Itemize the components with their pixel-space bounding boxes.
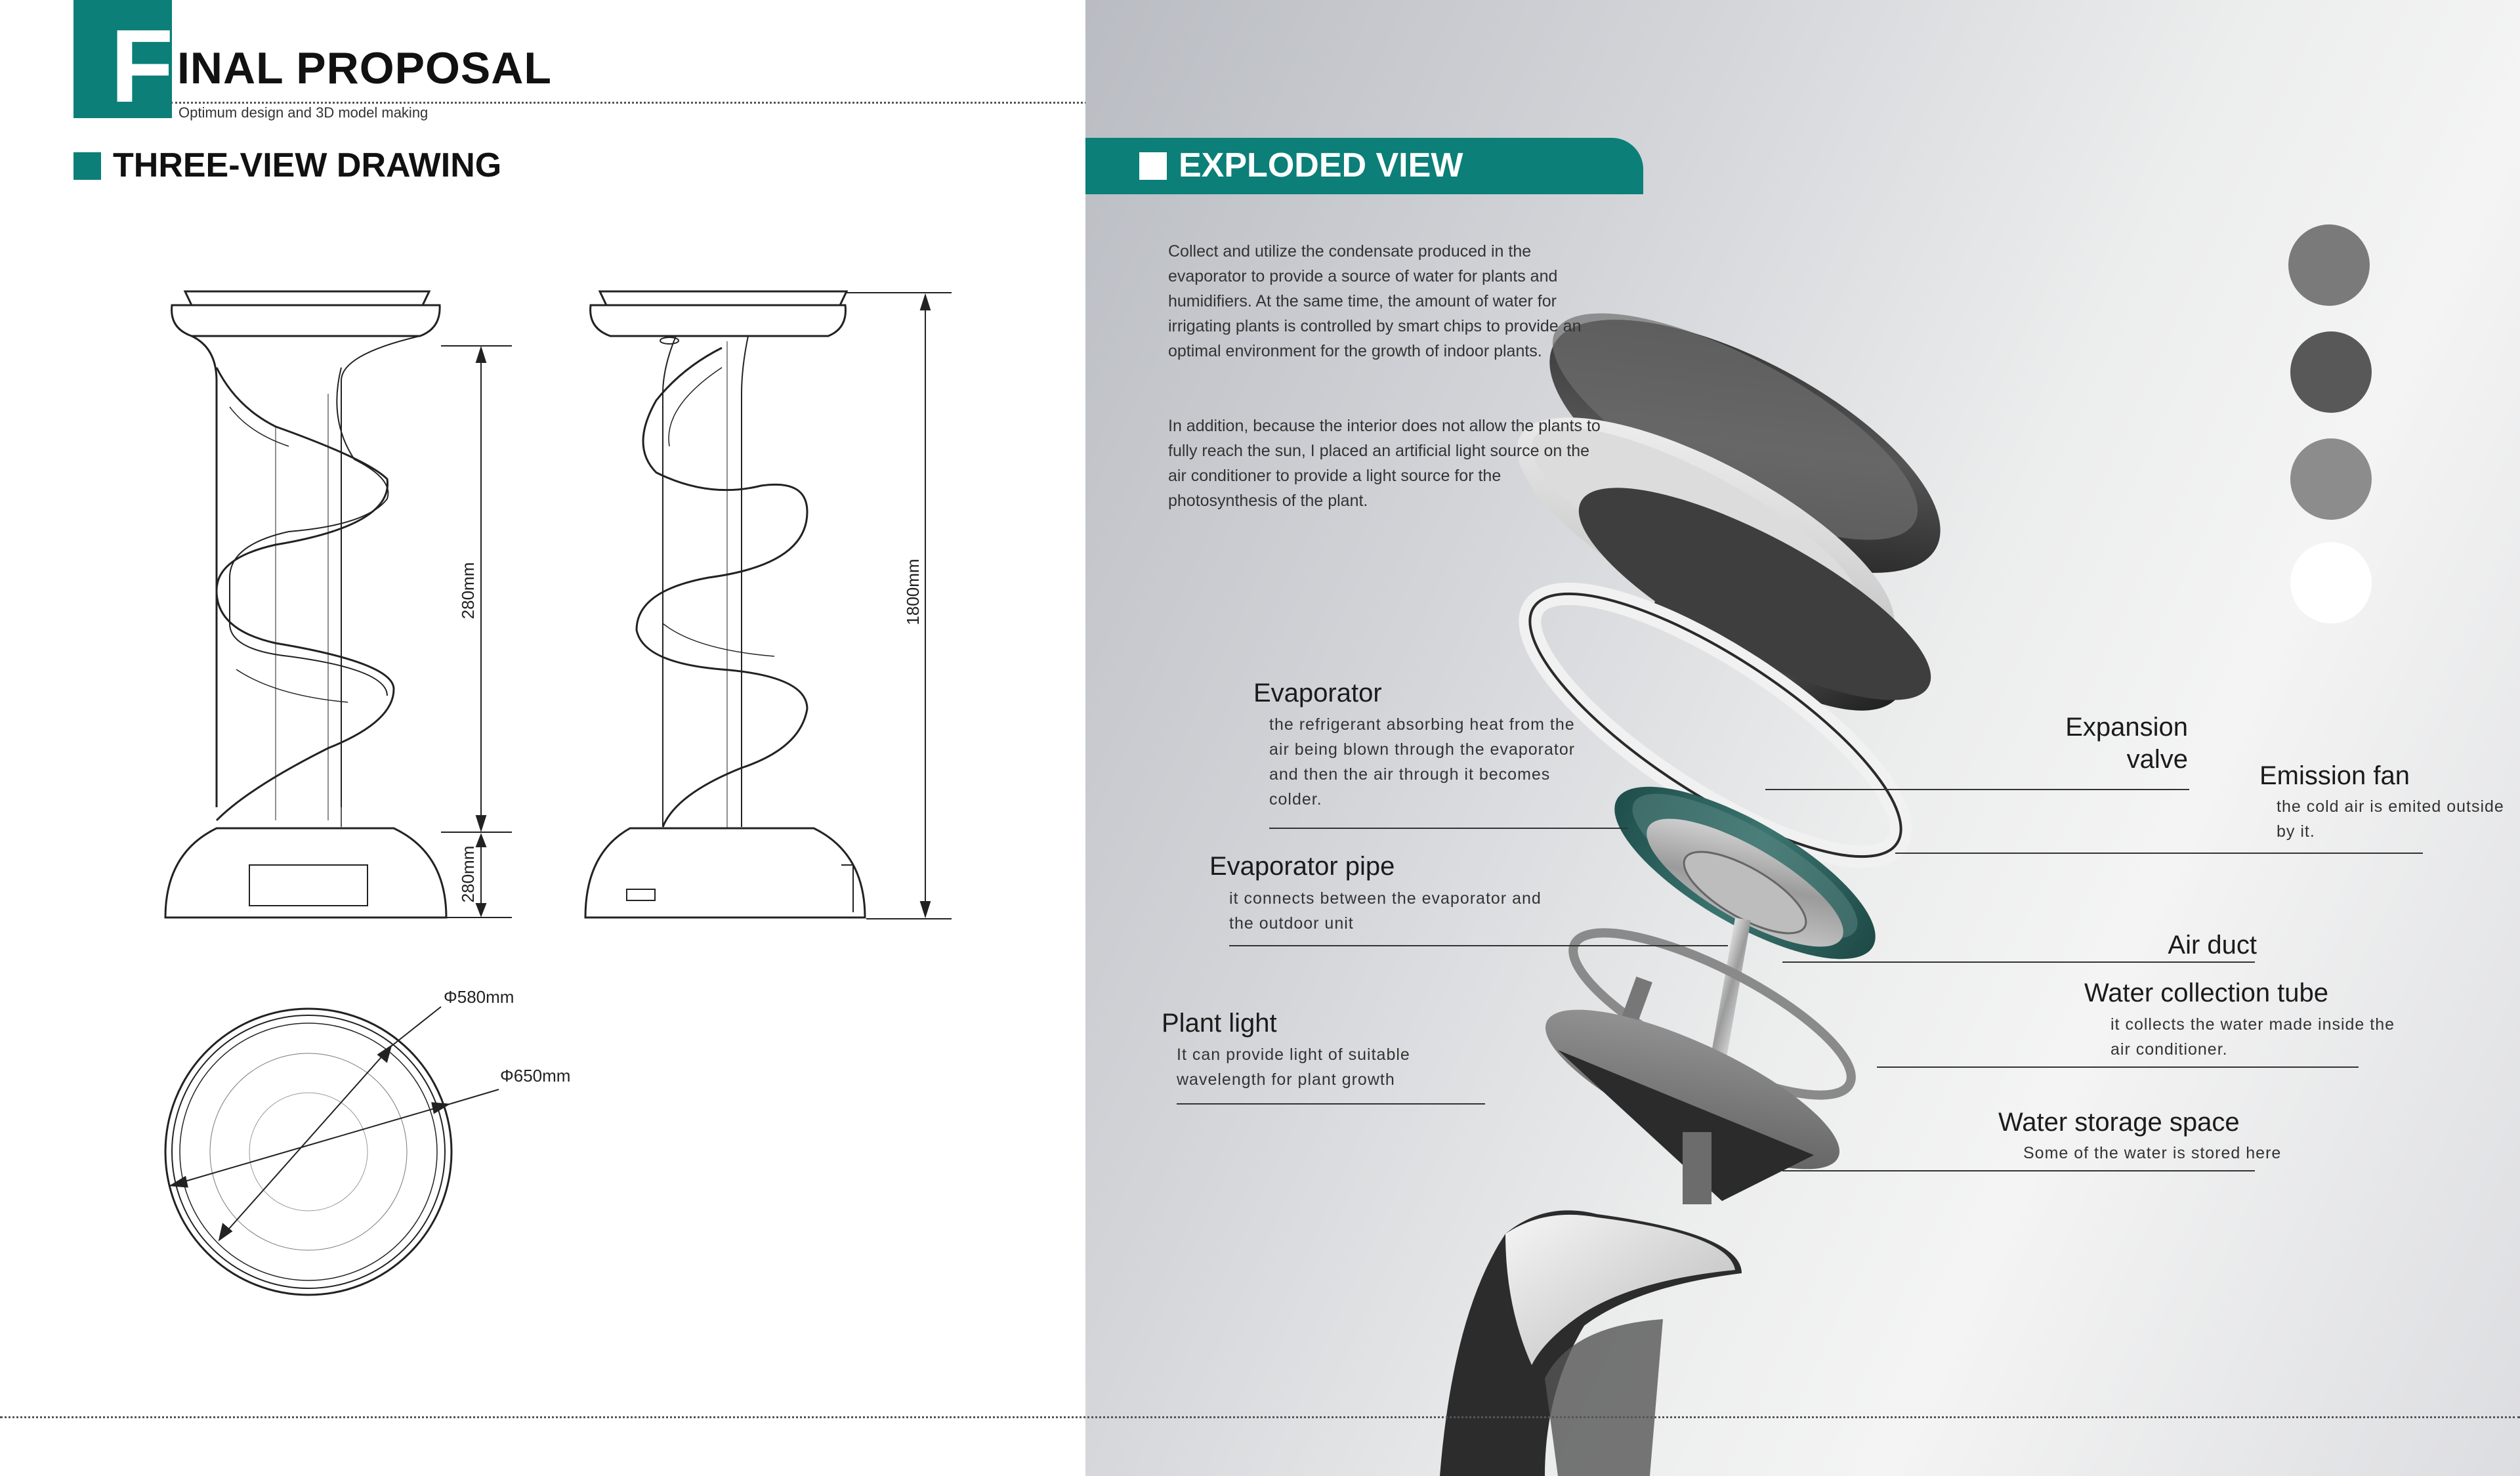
- color-swatch-mid-grey: [2290, 438, 2372, 520]
- leader-line-air-duct: [1782, 961, 2255, 963]
- air-duct-axle: [1712, 917, 1751, 1056]
- leader-line-evaporator-pipe: [1229, 945, 1728, 946]
- base-height-dim: 280mm: [458, 845, 478, 903]
- label-emission-fan-title: Emission fan: [2259, 761, 2410, 790]
- outer-diameter-dim: Φ650mm: [500, 1066, 571, 1086]
- color-swatch-grey: [2288, 224, 2370, 306]
- label-expansion-valve-line2: valve: [2126, 745, 2188, 774]
- front-dimensions: [441, 346, 512, 917]
- label-water-storage-desc: Some of the water is stored here: [2023, 1144, 2282, 1162]
- total-height-dim: 1800mm: [903, 559, 923, 625]
- section-marker-white: [1139, 152, 1167, 180]
- leader-line-emission-fan: [1895, 853, 2423, 854]
- label-emission-fan-desc: the cold air is emited outside by it.: [2277, 797, 2504, 841]
- label-water-storage-title: Water storage space: [1998, 1108, 2240, 1137]
- color-swatch-white: [2290, 542, 2372, 623]
- label-evaporator-desc: the refrigerant absorbing heat from the air being blown through the evaporator and then the air through it becomes colder.: [1269, 715, 1576, 809]
- three-view-drawing: [0, 0, 1085, 1476]
- leader-line-water-collection-tube: [1877, 1066, 2359, 1068]
- leader-line-expansion-valve: [1765, 789, 2189, 790]
- leader-line-plant-light: [1177, 1103, 1485, 1105]
- label-evaporator-pipe-title: Evaporator pipe: [1209, 852, 1395, 881]
- label-plant-light-title: Plant light: [1162, 1009, 1277, 1038]
- inner-diameter-dim: Φ580mm: [444, 987, 514, 1007]
- top-view: [165, 1007, 499, 1295]
- label-evaporator-pipe-desc: it connects between the evaporator and the outdoor unit: [1229, 889, 1542, 933]
- description-paragraph-1: Collect and utilize the condensate produced in the evaporator to provide a source of water for plants and humidifiers. At the same time, the amount of water for irrigating plants is controlled by smart chips to provide an optimal environment for the growth of indoor plants.: [1168, 242, 1582, 360]
- side-dimensions: [847, 293, 952, 919]
- logo-letter: F: [110, 9, 173, 124]
- description-paragraph-2: In addition, because the interior does not allow the plants to fully reach the sun, I placed an artificial light source on the air conditioner to provide a light source for the photosynthesis of the plant.: [1168, 417, 1601, 510]
- label-evaporator-title: Evaporator: [1253, 679, 1382, 707]
- label-water-collection-tube-title: Water collection tube: [2084, 979, 2329, 1007]
- leader-line-water-storage: [1782, 1170, 2255, 1171]
- exploded-view-title: EXPLODED VIEW: [1179, 146, 1463, 184]
- label-plant-light-desc: It can provide light of suitable wavelength for plant growth: [1177, 1045, 1410, 1089]
- front-view: [165, 291, 446, 917]
- dotted-divider-bottom: [0, 1416, 2520, 1418]
- color-swatch-dark-grey: [2290, 331, 2372, 413]
- side-view: [585, 291, 865, 917]
- three-view-title: THREE-VIEW DRAWING: [113, 146, 502, 184]
- page-subtitle: Optimum design and 3D model making: [178, 104, 429, 121]
- label-expansion-valve-line1: Expansion: [2065, 713, 2188, 742]
- upper-height-dim: 280mm: [458, 562, 478, 620]
- label-water-collection-tube-desc: it collects the water made inside the air conditioner.: [2110, 1015, 2395, 1059]
- page-title: INAL PROPOSAL: [177, 43, 552, 93]
- leader-line-evaporator: [1269, 828, 1628, 829]
- label-air-duct-title: Air duct: [2168, 931, 2257, 959]
